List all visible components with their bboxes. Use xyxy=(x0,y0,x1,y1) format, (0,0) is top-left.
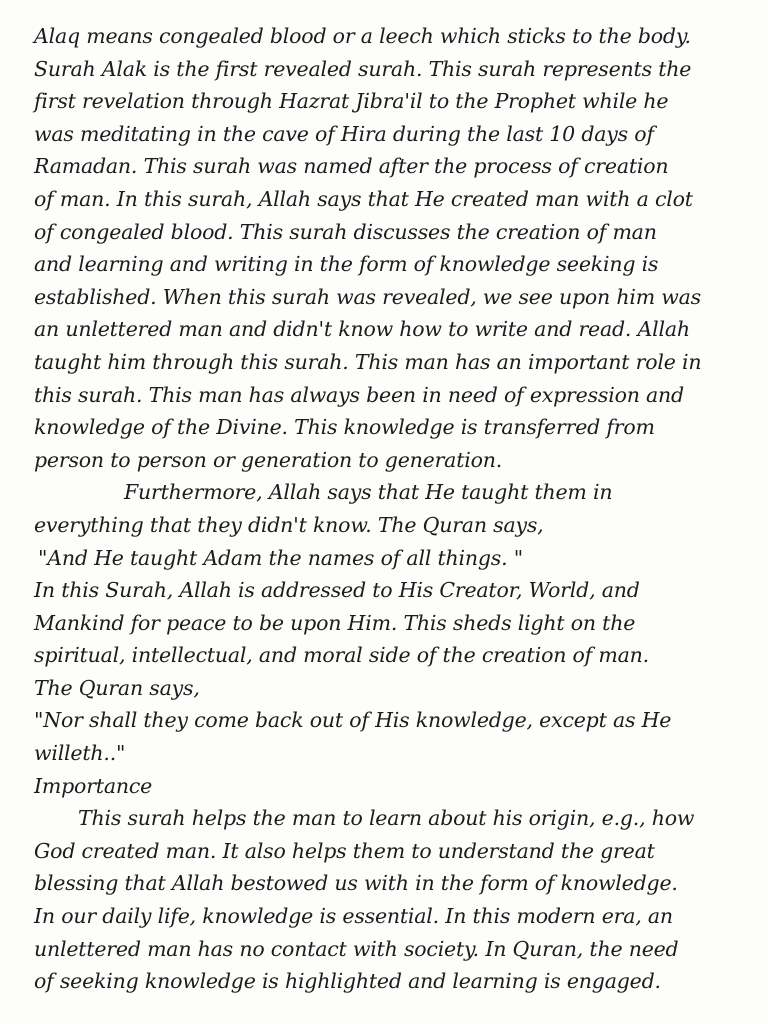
text-line: taught him through this surah. This man has an important role in xyxy=(34,349,702,374)
text-line: first revelation through Hazrat Jibra'il to the Prophet while he xyxy=(34,89,669,114)
text-line: everything that they didn't know. The Quran says, xyxy=(34,512,544,537)
text-line: knowledge of the Divine. This knowledge is transferred from xyxy=(34,415,655,440)
quote-line: "Nor shall they come back out of His knowledge, except as He xyxy=(34,708,672,733)
text-line: and learning and writing in the form of knowledge seeking is xyxy=(34,252,659,277)
text-line: this surah. This man has always been in need of expression and xyxy=(34,382,684,407)
text-line: of seeking knowledge is highlighted and learning is engaged. xyxy=(34,969,661,994)
text-line: The Quran says, xyxy=(34,675,200,700)
text-line: Ramadan. This surah was named after the process of creation xyxy=(34,154,669,179)
text-line: of man. In this surah, Allah says that He created man with a clot xyxy=(34,186,693,211)
paragraph-start-line: This surah helps the man to learn about his origin, e.g., how xyxy=(78,806,695,831)
section-heading: Importance xyxy=(34,773,153,798)
document-body xyxy=(34,20,734,998)
text-line: was meditating in the cave of Hira during the last 10 days of xyxy=(34,121,654,146)
text-line: Surah Alak is the first revealed surah. This surah represents the xyxy=(34,56,692,81)
quote-line: "And He taught Adam the names of all things. " xyxy=(38,545,523,570)
text-line: established. When this surah was revealed, we see upon him was xyxy=(34,284,701,309)
text-line: unlettered man has no contact with society. In Quran, the need xyxy=(34,936,679,961)
paragraph-start-line: Furthermore, Allah says that He taught them in xyxy=(124,480,613,505)
text-line: In this Surah, Allah is addressed to His Creator, World, and xyxy=(34,578,640,603)
text-line: spiritual, intellectual, and moral side of the creation of man. xyxy=(34,643,649,668)
text-line: In our daily life, knowledge is essential. In this modern era, an xyxy=(34,904,673,929)
quote-line: willeth.." xyxy=(34,741,126,766)
text-line: an unlettered man and didn't know how to write and read. Allah xyxy=(34,317,690,342)
text-line: blessing that Allah bestowed us with in the form of knowledge. xyxy=(34,871,678,896)
text-line: Alaq means congealed blood or a leech which sticks to the body. xyxy=(34,24,691,48)
text-line: God created man. It also helps them to understand the great xyxy=(34,838,655,863)
text-line: of congealed blood. This surah discusses the creation of man xyxy=(34,219,657,244)
text-line: person to person or generation to generation. xyxy=(34,447,503,472)
text-line: Mankind for peace to be upon Him. This sheds light on the xyxy=(34,610,636,635)
